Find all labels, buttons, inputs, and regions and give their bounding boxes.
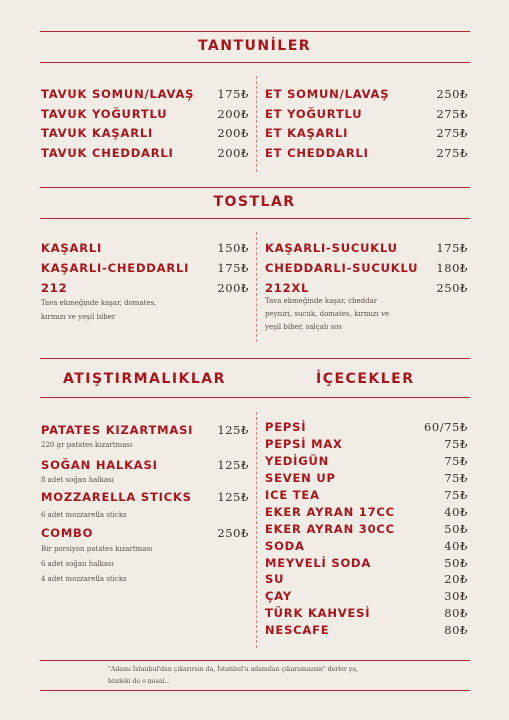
menu-item-price: 275₺ <box>436 126 468 140</box>
menu-item-price: 40₺ <box>444 539 468 553</box>
menu-item-description: 220 gr patates kızartması <box>41 441 133 449</box>
menu-item-price: 200₺ <box>217 146 249 160</box>
menu-item-name: TAVUK KAŞARLI <box>41 126 154 140</box>
menu-item-price: 250₺ <box>436 281 468 295</box>
menu-item-price: 175₺ <box>217 261 249 275</box>
menu-item-price: 200₺ <box>217 281 249 295</box>
footer-quote-line1: "Adamı İstanbul'dan çıkarırsın da, İstanbul'u adamdan çıkaramazsın" derler ya, <box>108 666 359 673</box>
menu-item-price: 75₺ <box>444 471 468 485</box>
menu-item-name: ÇAY <box>265 589 292 603</box>
menu-item-name: ET SOMUN/LAVAŞ <box>265 87 390 101</box>
menu-item-description: peyniri, sucuk, domates, kırmızı ve <box>265 310 390 318</box>
menu-item-price: 180₺ <box>436 261 468 275</box>
menu-item-name: NESCAFE <box>265 623 330 637</box>
menu-item-description: yeşil biber, salçalı sos <box>265 323 342 331</box>
menu-item-price: 125₺ <box>217 423 249 437</box>
menu-item-price: 80₺ <box>444 623 468 637</box>
footer-quote-line2: bizdeki de o misal... <box>108 678 171 685</box>
menu-item-price: 275₺ <box>436 146 468 160</box>
menu-item-name: SOĞAN HALKASI <box>41 458 158 472</box>
divider-tostlar-top <box>40 187 470 188</box>
divider-footer <box>40 660 470 661</box>
menu-item-price: 175₺ <box>436 241 468 255</box>
menu-item-name: TAVUK SOMUN/LAVAŞ <box>41 87 195 101</box>
divider-tantuniler-title <box>40 62 470 63</box>
menu-item-name: MOZZARELLA STICKS <box>41 490 192 504</box>
menu-item-description: Bir porsiyon patates kızartması <box>41 545 153 553</box>
menu-item-name: KAŞARLI-CHEDDARLI <box>41 261 190 275</box>
divider-middle <box>40 358 470 359</box>
column-divider-tantuniler <box>256 76 257 172</box>
menu-item-price: 80₺ <box>444 606 468 620</box>
menu-item-price: 75₺ <box>444 437 468 451</box>
menu-item-description: Tava ekmeğinde kaşar, domates, <box>41 299 157 307</box>
menu-item-price: 75₺ <box>444 454 468 468</box>
menu-item-price: 20₺ <box>444 572 468 586</box>
menu-item-price: 275₺ <box>436 107 468 121</box>
menu-item-price: 150₺ <box>217 241 249 255</box>
menu-item-description: Tava ekmeğinde kaşar, cheddar <box>265 297 378 305</box>
menu-item-name: YEDİGÜN <box>265 454 330 468</box>
menu-item-name: ICE TEA <box>265 488 320 502</box>
menu-item-price: 40₺ <box>444 505 468 519</box>
menu-item-description: 6 adet mozzarella sticks <box>41 511 127 519</box>
menu-item-name: TAVUK CHEDDARLI <box>41 146 174 160</box>
menu-item-name: 212XL <box>265 281 310 295</box>
divider-top <box>40 31 470 32</box>
menu-item-price: 125₺ <box>217 490 249 504</box>
menu-item-name: TÜRK KAHVESİ <box>265 606 371 620</box>
menu-item-price: 50₺ <box>444 556 468 570</box>
menu-item-price: 175₺ <box>217 87 249 101</box>
menu-item-price: 75₺ <box>444 488 468 502</box>
menu-item-name: KAŞARLI-SUCUKLU <box>265 241 398 255</box>
menu-item-description: 6 adet soğan halkası <box>41 560 114 568</box>
menu-item-description: 4 adet mozzarella sticks <box>41 575 127 583</box>
menu-item-description: 8 adet soğan halkası <box>41 476 114 484</box>
menu-item-name: TAVUK YOĞURTLU <box>41 107 168 121</box>
menu-item-price: 200₺ <box>217 126 249 140</box>
menu-item-name: PATATES KIZARTMASI <box>41 423 194 437</box>
menu-item-name: CHEDDARLI-SUCUKLU <box>265 261 419 275</box>
section-title-atistirmaliklar: ATIŞTIRMALIKLAR <box>63 371 226 387</box>
section-title-tantuniler: TANTUNİLER <box>197 38 312 54</box>
menu-item-description: kırmızı ve yeşil biber <box>41 313 116 321</box>
section-title-icecekler: İÇECEKLER <box>316 371 415 387</box>
menu-item-price: 60/75₺ <box>423 420 468 434</box>
menu-item-name: ET CHEDDARLI <box>265 146 369 160</box>
menu-item-price: 200₺ <box>217 107 249 121</box>
menu-item-price: 250₺ <box>436 87 468 101</box>
menu-item-name: KAŞARLI <box>41 241 103 255</box>
menu-item-name: ET KAŞARLI <box>265 126 349 140</box>
menu-item-name: COMBO <box>41 526 94 540</box>
menu-item-name: EKER AYRAN 17CC <box>265 505 395 519</box>
divider-bottom <box>40 690 470 691</box>
menu-item-name: ET YOĞURTLU <box>265 107 363 121</box>
menu-item-name: 212 <box>41 281 68 295</box>
menu-item-price: 125₺ <box>217 458 249 472</box>
column-divider-tostlar <box>256 232 257 342</box>
section-title-tostlar: TOSTLAR <box>213 194 296 210</box>
menu-item-price: 250₺ <box>217 526 249 540</box>
menu-item-price: 30₺ <box>444 589 468 603</box>
menu-item-name: SEVEN UP <box>265 471 336 485</box>
menu-item-price: 50₺ <box>444 522 468 536</box>
menu-item-name: SU <box>265 572 285 586</box>
menu-item-name: EKER AYRAN 30CC <box>265 522 395 536</box>
menu-item-name: PEPSİ <box>265 420 307 434</box>
menu-item-name: PEPSİ MAX <box>265 437 343 451</box>
menu-item-name: MEYVELİ SODA <box>265 556 372 570</box>
column-divider-bottom <box>256 412 257 648</box>
menu-item-name: SODA <box>265 539 305 553</box>
divider-tostlar-title <box>40 218 470 219</box>
divider-snacks-title <box>40 397 470 398</box>
